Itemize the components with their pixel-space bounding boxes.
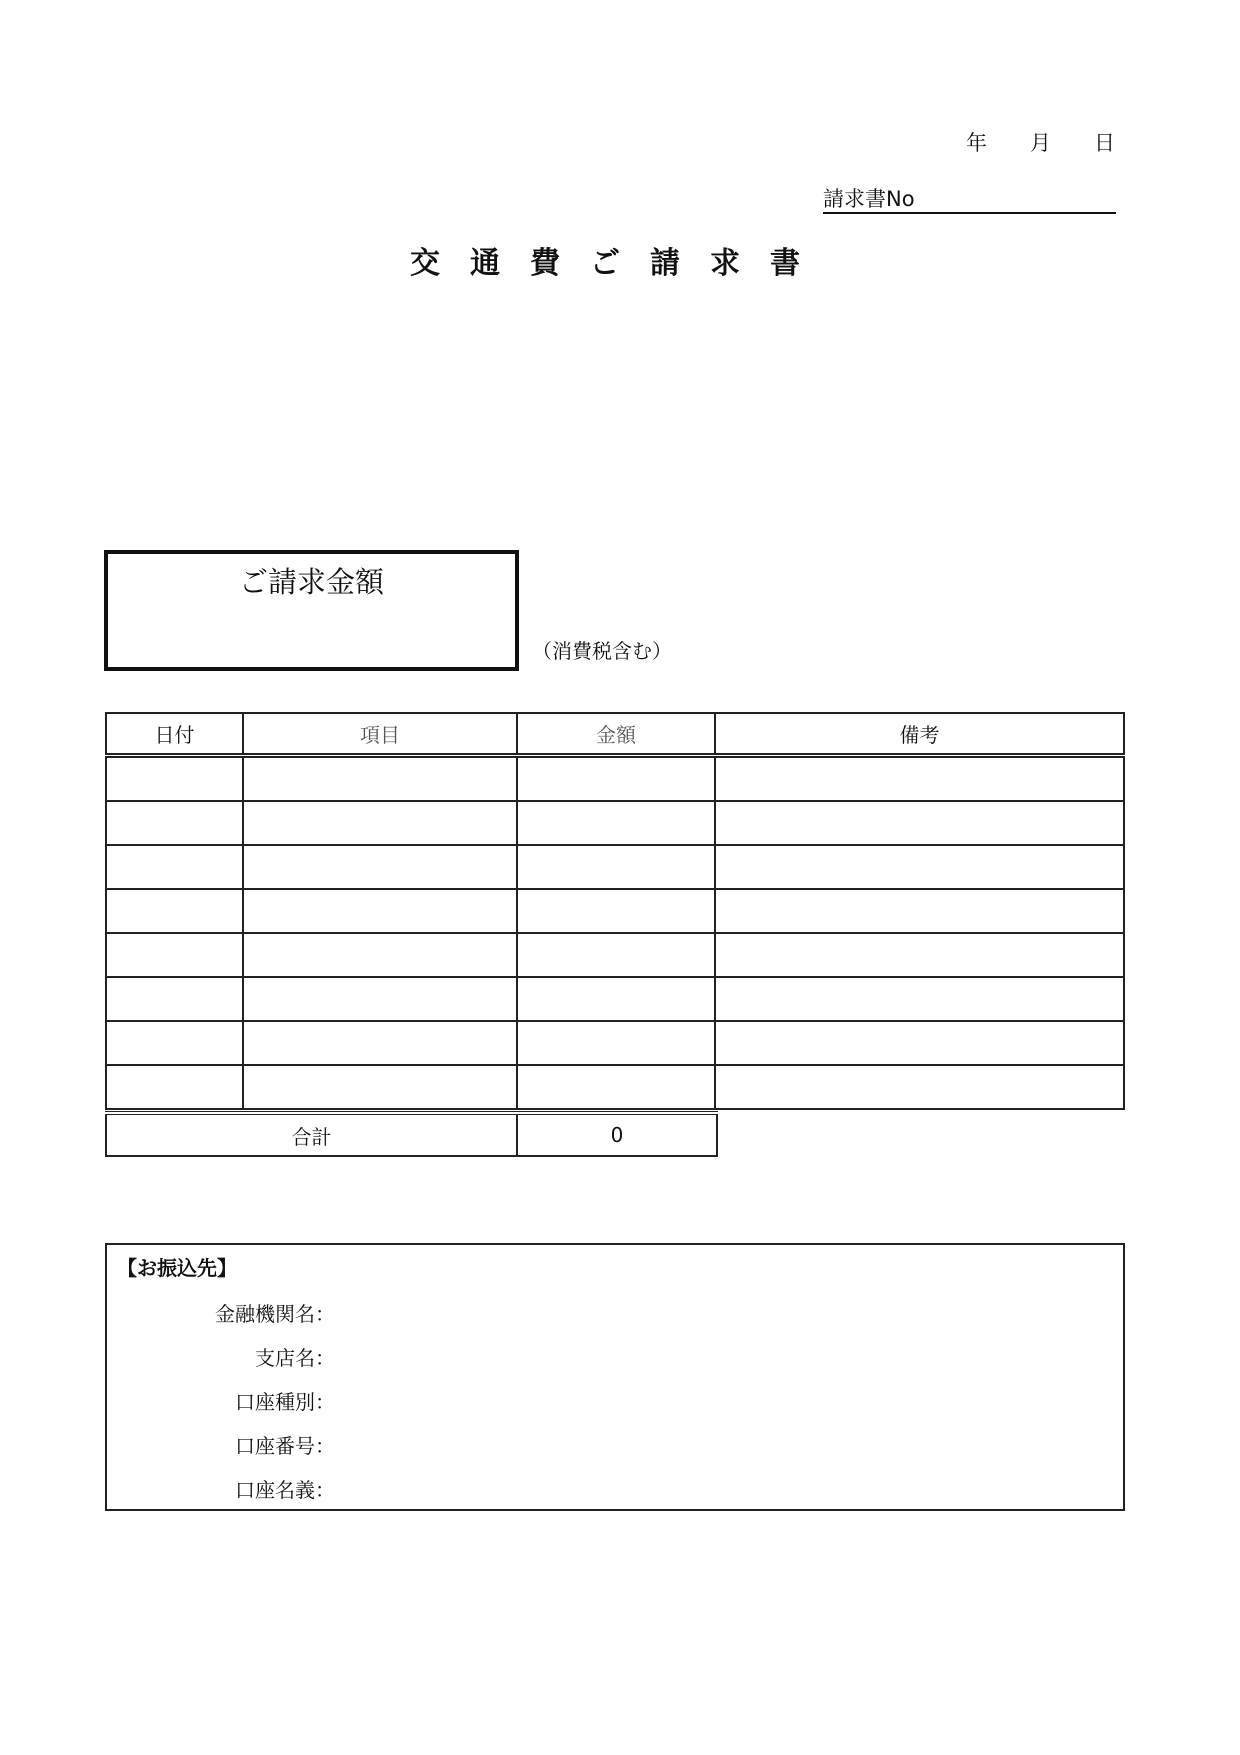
cell-amount[interactable]: [517, 977, 715, 1021]
cell-amount[interactable]: [517, 1065, 715, 1109]
cell-remarks[interactable]: [715, 801, 1124, 845]
total-table: [105, 1111, 718, 1157]
cell-amount[interactable]: [517, 756, 715, 802]
billing-amount-label: ご請求金額: [238, 565, 384, 599]
bank-field-account-holder: [107, 1475, 1123, 1505]
cell-remarks[interactable]: [715, 1021, 1124, 1065]
cell-item[interactable]: [243, 933, 517, 977]
bank-field-branch: [107, 1343, 1123, 1373]
cell-remarks[interactable]: [715, 756, 1124, 802]
table-row: [106, 933, 1124, 977]
bank-transfer-box: [105, 1243, 1125, 1511]
day-label: 日: [1094, 131, 1115, 155]
document-title: 交通費ご請求書: [410, 246, 830, 281]
cell-item[interactable]: [243, 756, 517, 802]
month-label: 月: [1030, 131, 1051, 155]
bank-field-account-number: [107, 1431, 1123, 1461]
cell-item[interactable]: [243, 1065, 517, 1109]
bank-field-label: 金融機関名：: [215, 1302, 335, 1326]
bank-field-label: 口座種別：: [235, 1390, 335, 1414]
table-row: [106, 845, 1124, 889]
cell-amount[interactable]: [517, 1021, 715, 1065]
cell-date[interactable]: [106, 889, 243, 933]
bank-field-label: 口座名義：: [235, 1478, 335, 1502]
bank-field-label: 口座番号：: [235, 1434, 335, 1458]
cell-item[interactable]: [243, 889, 517, 933]
table-row: [106, 1021, 1124, 1065]
total-row: [106, 1113, 717, 1156]
tax-included-note: （消費税含む）: [532, 639, 672, 663]
cell-item[interactable]: [243, 1021, 517, 1065]
cell-remarks[interactable]: [715, 889, 1124, 933]
year-label: 年: [966, 131, 987, 155]
bank-field-account-type: [107, 1387, 1123, 1417]
table-row: [106, 1065, 1124, 1109]
table-row: [106, 889, 1124, 933]
column-header-remarks: 備考: [715, 713, 1124, 756]
cell-amount[interactable]: [517, 933, 715, 977]
bank-field-institution: [107, 1299, 1123, 1329]
cell-date[interactable]: [106, 977, 243, 1021]
invoice-number-label: 請求書No: [823, 187, 915, 211]
billing-amount-value[interactable]: [118, 614, 505, 654]
cell-remarks[interactable]: [715, 1065, 1124, 1109]
cell-date[interactable]: [106, 933, 243, 977]
cell-remarks[interactable]: [715, 933, 1124, 977]
cell-item[interactable]: [243, 977, 517, 1021]
cell-date[interactable]: [106, 1021, 243, 1065]
cell-amount[interactable]: [517, 801, 715, 845]
invoice-number-field[interactable]: [823, 186, 1116, 214]
total-label: 合計: [106, 1113, 517, 1156]
cell-date[interactable]: [106, 801, 243, 845]
table-row: [106, 756, 1124, 802]
bank-transfer-heading: 【お振込先】: [117, 1256, 237, 1280]
table-row: [106, 977, 1124, 1021]
cell-remarks[interactable]: [715, 845, 1124, 889]
cell-item[interactable]: [243, 801, 517, 845]
expense-items-table: [105, 712, 1125, 1110]
bank-field-label: 支店名：: [255, 1346, 335, 1370]
billing-amount-box: [104, 550, 519, 671]
cell-date[interactable]: [106, 845, 243, 889]
table-row: [106, 801, 1124, 845]
total-value: 0: [517, 1113, 717, 1156]
cell-amount[interactable]: [517, 889, 715, 933]
cell-item[interactable]: [243, 845, 517, 889]
cell-date[interactable]: [106, 756, 243, 802]
cell-date[interactable]: [106, 1065, 243, 1109]
column-header-amount: 金額: [517, 713, 715, 756]
table-header-row: [106, 713, 1124, 756]
cell-remarks[interactable]: [715, 977, 1124, 1021]
column-header-date: 日付: [106, 713, 243, 756]
cell-amount[interactable]: [517, 845, 715, 889]
column-header-item: 項目: [243, 713, 517, 756]
